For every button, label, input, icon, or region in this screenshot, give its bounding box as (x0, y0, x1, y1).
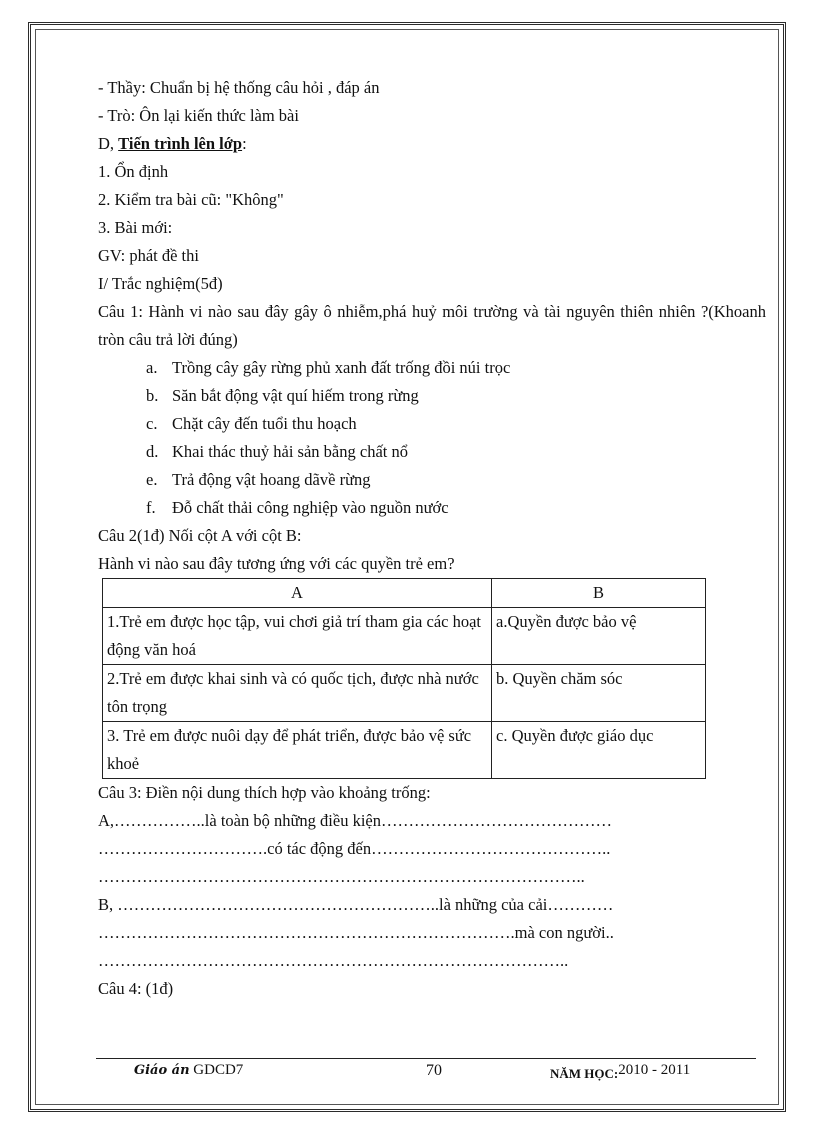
table-cell-a: 3. Trẻ em được nuôi dạy để phát triển, được bảo vệ sức khoẻ (103, 722, 492, 779)
option-text: Trồng cây gây rừng phủ xanh đất trống đồi núi trọc (172, 358, 511, 377)
option-f (146, 494, 766, 522)
section-d-heading (98, 130, 766, 158)
table-cell-a: 1.Trẻ em được học tập, vui chơi giả trí tham gia các hoạt động văn hoá (103, 608, 492, 665)
question-1-options (98, 354, 766, 522)
option-text: Săn bắt động vật quí hiếm trong rừng (172, 386, 419, 405)
option-letter: e. (146, 470, 158, 489)
fill-line: B, …………………………………………………..là những của cải………… (98, 895, 614, 914)
option-letter: a. (146, 358, 158, 377)
question-1-prompt: Câu 1: Hành vi nào sau đây gây ô nhiễm,phá huỷ môi trường và tài nguyên thiên nhiên ?(Khoanh tròn câu trả lời đúng) (98, 302, 766, 349)
table-cell-b: a.Quyền được bảo vệ (492, 608, 706, 665)
footer-divider (96, 1058, 756, 1059)
table-row (103, 608, 706, 665)
footer-year-label: NĂM HỌC: (550, 1066, 619, 1081)
footer-year: 2010 - 2011 (618, 1062, 691, 1078)
fill-line: ………………………………………………………………………….. (98, 951, 569, 970)
option-text: Khai thác thuỷ hải sản bằng chất nổ (172, 442, 408, 461)
prep-teacher: - Thầy: Chuẩn bị hệ thống câu hỏi , đáp án (98, 78, 380, 97)
part-one-heading: I/ Trắc nghiệm(5đ) (98, 274, 223, 293)
prep-student: - Trò: Ôn lại kiến thức làm bài (98, 106, 299, 125)
table-row (103, 665, 706, 722)
footer-lesson (134, 1062, 243, 1079)
step-teacher-action: GV: phát đề thi (98, 246, 199, 265)
question-2-subprompt: Hành vi nào sau đây tương ứng với các quyền trẻ em? (98, 554, 455, 573)
section-d-prefix: D, (98, 134, 119, 153)
option-b (146, 382, 766, 410)
column-b-header: B (492, 579, 706, 608)
fill-line: ………………………………………………………………….mà con người.. (98, 923, 614, 942)
option-text: Trả động vật hoang dãvề rừng (172, 470, 371, 489)
option-d (146, 438, 766, 466)
table-cell-b: b. Quyền chăm sóc (492, 665, 706, 722)
option-letter: c. (146, 414, 158, 433)
fill-line: ………………………….có tác động đến…………………………………….. (98, 839, 611, 858)
option-text: Đỗ chất thải công nghiệp vào nguồn nước (172, 498, 449, 517)
footer-lesson-label: Giáo án (134, 1063, 190, 1078)
option-letter: d. (146, 442, 159, 461)
option-c (146, 410, 766, 438)
step-3: 3. Bài mới: (98, 218, 173, 237)
matching-table (102, 578, 706, 779)
section-d-title: Tiến trình lên lớp (118, 134, 243, 153)
document-body (98, 74, 766, 1003)
page-number: 70 (426, 1062, 442, 1079)
step-2: 2. Kiểm tra bài cũ: "Không" (98, 190, 284, 209)
footer-subject: GDCD7 (193, 1062, 244, 1078)
option-letter: b. (146, 386, 159, 405)
footer-school-year (550, 1062, 691, 1083)
option-e (146, 466, 766, 494)
table-row (103, 722, 706, 779)
table-header-row (103, 579, 706, 608)
section-d-suffix: : (242, 134, 247, 153)
question-3-prompt: Câu 3: Điền nội dung thích hợp vào khoảng trống: (98, 783, 431, 802)
option-a (146, 354, 766, 382)
step-1: 1. Ổn định (98, 162, 169, 181)
table-cell-b: c. Quyền được giáo dục (492, 722, 706, 779)
question-2-prompt: Câu 2(1đ) Nối cột A với cột B: (98, 526, 302, 545)
column-a-header: A (103, 579, 492, 608)
table-cell-a: 2.Trẻ em được khai sinh và có quốc tịch, được nhà nước tôn trọng (103, 665, 492, 722)
option-letter: f. (146, 498, 156, 517)
fill-line: A,……………..là toàn bộ những điều kiện…………………………………… (98, 811, 612, 830)
fill-line: …………………………………………………………………………….. (98, 867, 585, 886)
option-text: Chặt cây đến tuổi thu hoạch (172, 414, 357, 433)
question-4-prompt: Câu 4: (1đ) (98, 979, 174, 998)
